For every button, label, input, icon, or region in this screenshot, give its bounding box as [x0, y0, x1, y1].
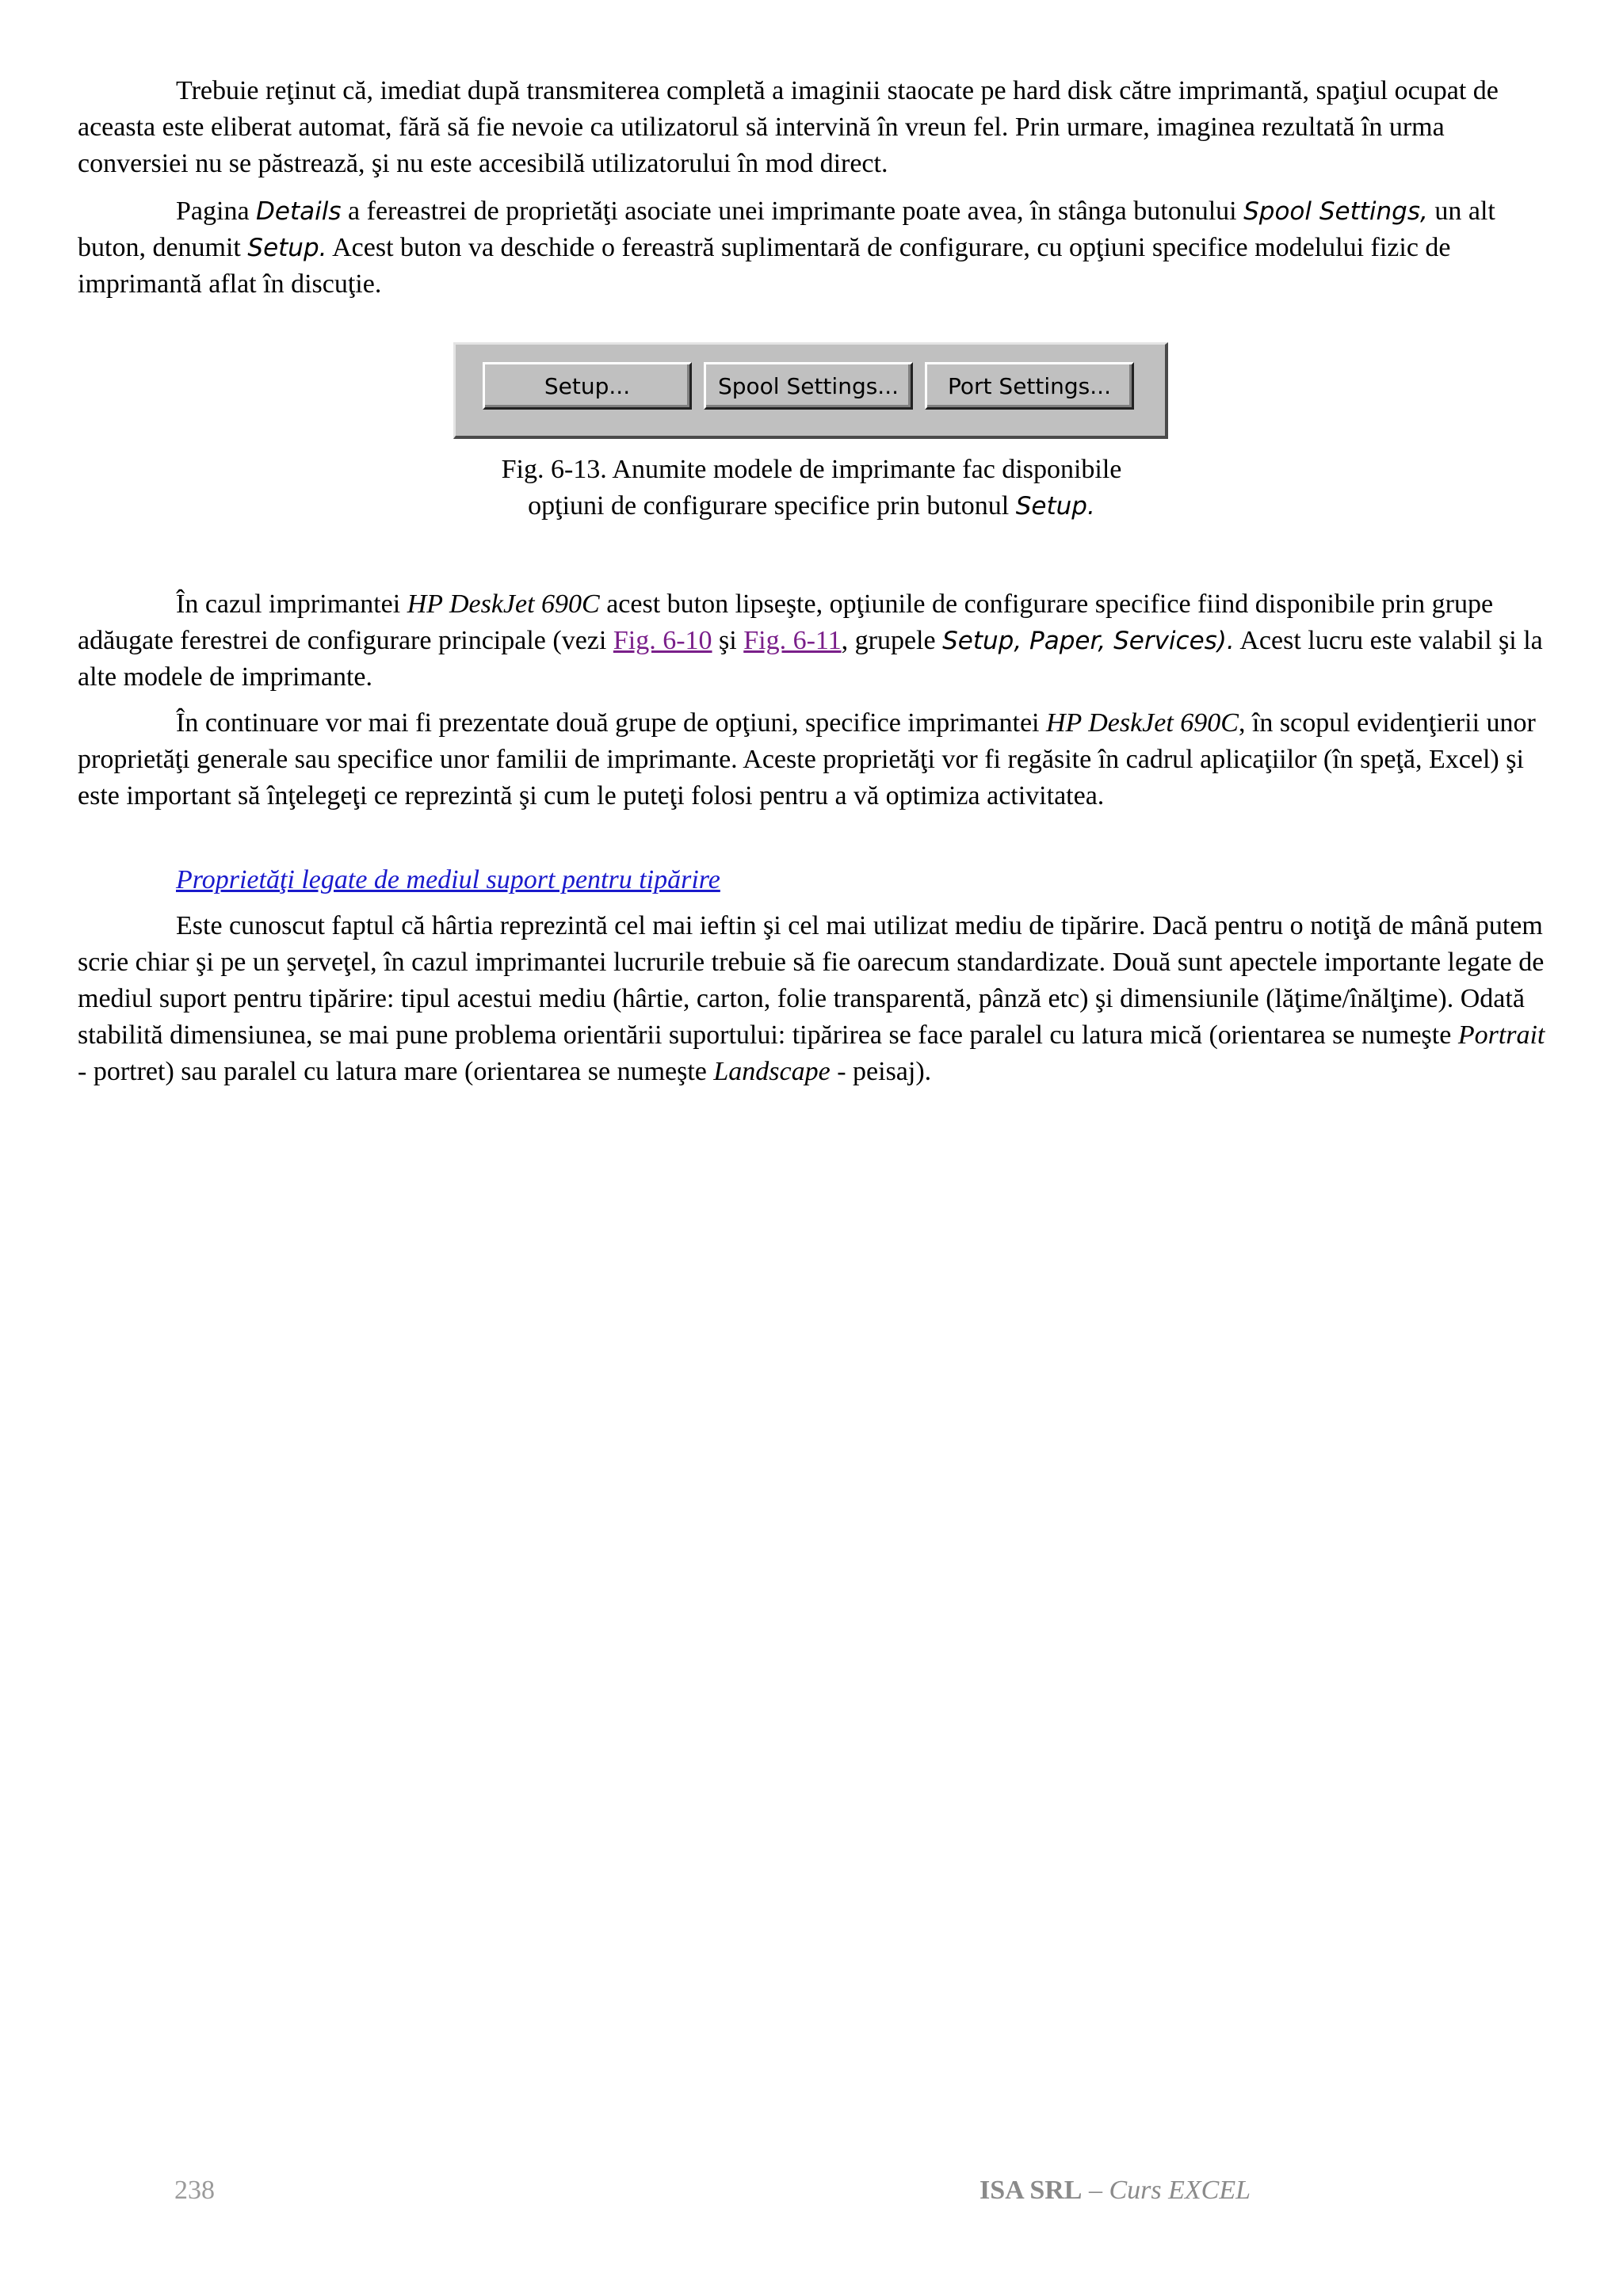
text-run: un alt buton, denumit — [78, 196, 1495, 262]
italic-term-hp-deskjet: HP DeskJet 690C — [1045, 708, 1239, 738]
italic-term-groups: Setup, Paper, Services). — [942, 627, 1235, 655]
text-run: - portret) sau paralel cu latura mare (orientarea se numeşte — [78, 1057, 714, 1086]
text-run: - peisaj). — [830, 1057, 932, 1086]
link-fig-6-10[interactable]: Fig. 6-10 — [613, 626, 712, 655]
italic-term-setup: Setup. — [247, 234, 327, 262]
link-fig-6-11[interactable]: Fig. 6-11 — [743, 626, 842, 655]
paragraph-5 — [78, 908, 1545, 1090]
text-run: şi — [712, 626, 744, 655]
text-run: În continuare vor mai fi prezentate două grupe de opţiuni, specifice imprimantei — [176, 708, 1046, 738]
text-run: Este cunoscut faptul că hârtia reprezintă cel mai ieftin şi cel mai utilizat mediu de tipărire. Dacă pentru o notiţă de mână putem scrie chiar şi pe un şerveţel, în cazul imprimantei lucrurile trebuie să fie oarecum standardizate. Două sunt apectele importante legate de mediul suport pentru tipărire: tipul acestui mediu (hârtie, carton, folie transparentă, pânză etc) şi dimensiunile (lăţime/înălţime). Odată stabilită dimensiunea, se mai pune problema orientării suportului: tipărirea se face paralel cu latura mică (orientarea se numeşte — [78, 911, 1545, 1050]
section-heading — [78, 862, 1545, 898]
footer-publisher-name: ISA SRL — [980, 2176, 1083, 2205]
caption-italic-setup: Setup. — [1015, 492, 1095, 521]
italic-term-landscape: Landscape — [713, 1057, 831, 1086]
footer-publisher — [980, 2176, 1251, 2206]
italic-term-details: Details — [256, 197, 342, 226]
page-number: 238 — [174, 2176, 215, 2205]
footer-course-title: Curs EXCEL — [1109, 2176, 1251, 2205]
spool-settings-button[interactable] — [704, 362, 913, 410]
paragraph-1-text: Trebuie reţinut că, imediat după transmiterea completă a imaginii staocate pe hard disk către imprimantă, spaţiul ocupat de aceasta este eliberat automat, fără să fie nevoie ca utilizatorul să intervină în vreun fel. Prin urmare, imaginea rezultată în urma conversiei nu se păstrează, şi nu este accesibilă utilizatorului în mod direct. — [78, 76, 1499, 178]
text-run: Acest lucru este valabil şi la alte modele de imprimante. — [78, 626, 1543, 692]
paragraph-2 — [78, 193, 1545, 303]
italic-term-hp-deskjet: HP DeskJet 690C — [407, 589, 600, 619]
text-run: Pagina — [176, 196, 257, 226]
italic-term-spool-settings: Spool Settings, — [1243, 197, 1428, 226]
text-run: , în scopul evidenţierii unor proprietăţi generale sau specifice unor familii de imprimante. Aceste proprietăţi vor fi regăsite în cadrul aplicaţiilor (în speţă, Excel) şi este important să înţelegeţi ce reprezintă şi cum le puteţi folosi pentru a vă optimiza activitatea. — [78, 708, 1536, 810]
port-settings-button-label: Port Settings... — [948, 372, 1111, 399]
spool-settings-button-label: Spool Settings... — [717, 372, 899, 399]
heading-link[interactable]: Proprietăţi legate de mediul suport pentru tipărire — [176, 865, 720, 894]
text-run: Acest buton va deschide o fereastră suplimentară de configurare, cu opţiuni specifice modelului fizic de imprimantă aflat în discuţie. — [78, 233, 1451, 299]
figure-caption-line-1 — [0, 452, 1623, 488]
figure-button-strip — [453, 342, 1168, 439]
text-run: a fereastrei de proprietăţi asociate unei imprimante poate avea, în stânga butonului — [341, 196, 1244, 226]
caption-text: Fig. 6-13. Anumite modele de imprimante fac disponibile — [501, 455, 1122, 484]
text-run: acest buton lipseşte, opţiunile de configurare specifice fiind disponibile prin grupe adăugate ferestrei de configurare principale (vezi — [78, 589, 1494, 655]
setup-button-label: Setup... — [544, 372, 631, 399]
text-run: , grupele — [841, 626, 943, 655]
paragraph-1 — [78, 73, 1545, 182]
footer-dash: – — [1082, 2176, 1109, 2205]
paragraph-3 — [78, 586, 1545, 696]
text-run: În cazul imprimantei — [176, 589, 407, 619]
setup-button[interactable] — [483, 362, 692, 410]
caption-text: opţiuni de configurare specifice prin butonul — [528, 491, 1016, 521]
italic-term-portrait: Portrait — [1457, 1020, 1545, 1050]
figure-caption-line-2 — [0, 488, 1623, 524]
paragraph-4 — [78, 705, 1545, 814]
port-settings-button[interactable] — [925, 362, 1134, 410]
